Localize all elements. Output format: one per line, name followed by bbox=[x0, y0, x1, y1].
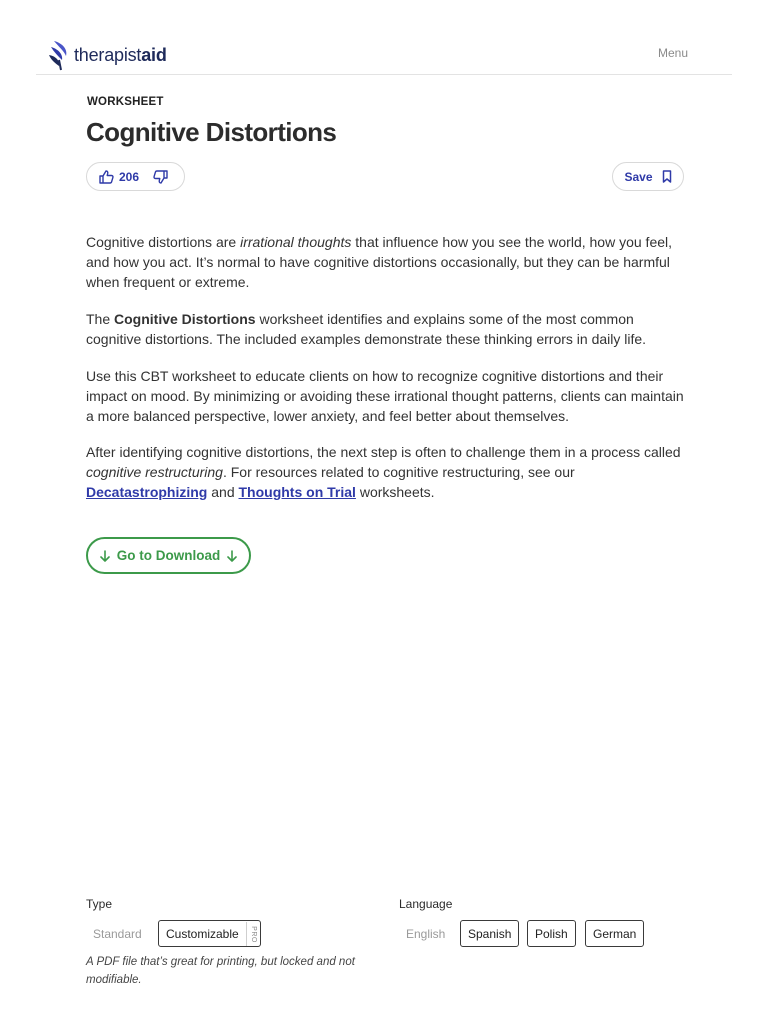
vote-pill bbox=[86, 162, 185, 191]
thoughts-on-trial-link[interactable]: Thoughts on Trial bbox=[238, 484, 356, 500]
eyebrow-label: WORKSHEET bbox=[87, 96, 164, 108]
bookmark-icon bbox=[662, 170, 672, 183]
usage-paragraph: Use this CBT worksheet to educate clients on how to recognize cognitive distortions and their impact on mood. By minimizing or avoiding these irrational thought patterns, clients can maintain a more balanced perspective, lower anxiety, and feel better about themselves. bbox=[86, 368, 684, 424]
pro-badge bbox=[246, 922, 260, 946]
logo[interactable] bbox=[46, 38, 167, 72]
decatastrophizing-link[interactable]: Decatastrophizing bbox=[86, 484, 208, 500]
intro-paragraph: Cognitive distortions are irrational thoughts that influence how you see the world, how you feel, and how you act. It’s normal to have cognitive distortions occasionally, but they can be harmful when frequent or extreme. bbox=[86, 234, 673, 290]
page-title: Cognitive Distortions bbox=[86, 117, 337, 147]
arrow-down-icon bbox=[100, 550, 110, 562]
site-header bbox=[36, 0, 732, 75]
save-label: Save bbox=[624, 169, 653, 184]
thumbs-up-icon[interactable] bbox=[99, 170, 114, 184]
language-option-polish[interactable]: Polish bbox=[527, 920, 576, 947]
pro-badge-label: PRO bbox=[250, 925, 258, 943]
description-paragraph: The Cognitive Distortions worksheet identifies and explains some of the most common cognitive distortions. The included examples demonstrate these thinking errors in daily life. bbox=[86, 311, 647, 347]
download-label: Go to Download bbox=[116, 548, 221, 563]
thumbs-down-icon[interactable] bbox=[153, 170, 168, 184]
menu-button[interactable]: Menu bbox=[657, 46, 688, 60]
type-option-standard[interactable]: Standard bbox=[93, 926, 142, 941]
type-option-customizable-label: Customizable bbox=[166, 926, 239, 941]
arrow-down-icon bbox=[227, 550, 237, 562]
logo-wordmark: therapistaid bbox=[74, 44, 167, 65]
language-label: Language bbox=[399, 897, 453, 911]
like-count: 206 bbox=[119, 169, 140, 184]
related-paragraph: After identifying cognitive distortions, the next step is often to challenge them in a process called cognitive restructuring. For resources related to cognitive restructuring, see our Decatastrophizing and Thoughts on Trial worksheets. bbox=[86, 444, 681, 500]
type-description: A PDF file that’s great for printing, but locked and not modifiable. bbox=[86, 956, 355, 986]
butterfly-logo-icon bbox=[46, 39, 72, 71]
language-option-german[interactable]: German bbox=[585, 920, 644, 947]
go-to-download-button[interactable] bbox=[86, 537, 251, 574]
language-option-spanish[interactable]: Spanish bbox=[460, 920, 519, 947]
type-label: Type bbox=[86, 897, 113, 911]
save-button[interactable] bbox=[612, 162, 684, 191]
language-option-english[interactable]: English bbox=[406, 926, 446, 941]
